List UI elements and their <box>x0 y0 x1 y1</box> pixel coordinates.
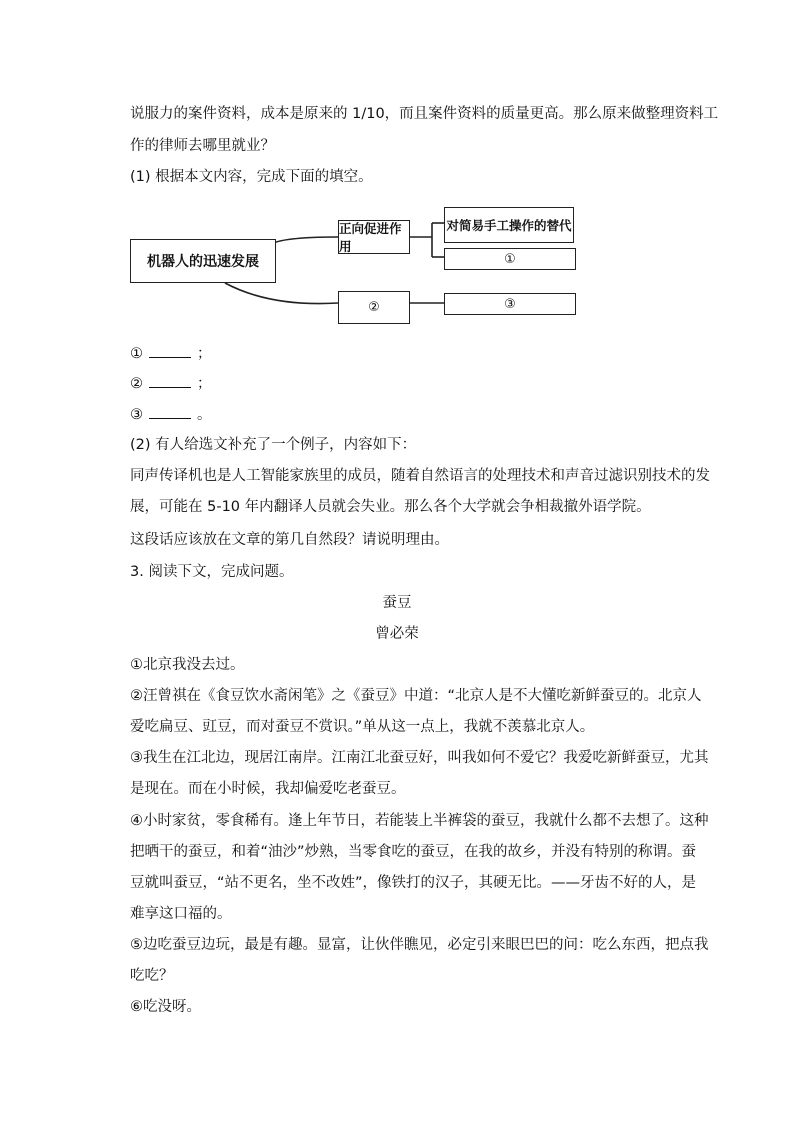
text-line: 作的律师去哪里就业？ <box>130 138 275 154</box>
question-2: (2) 有人给选文补充了一个例子，内容如下： <box>130 437 417 453</box>
text-line: 这段话应该放在文章的第几自然段？请说明理由。 <box>130 532 449 548</box>
paragraph-6: ⑥吃没呀。 <box>130 999 201 1015</box>
paragraph-2: ②汪曾祺在《食豆饮水斋闲笔》之《蚕豆》中道：“北京人是不大懂吃新鲜蚕豆的。北京人 <box>130 688 702 704</box>
connector-root-slot2 <box>225 283 338 304</box>
paragraph-5: ⑤边吃蚕豆边玩，最是有趣。显富，让伙伴瞧见，必定引来眼巴巴的问：吃么东西，把点我 <box>130 937 709 953</box>
paragraph-2-cont: 爱吃扁豆、豇豆，而对蚕豆不赏识。”单从这一点上，我就不羡慕北京人。 <box>130 719 595 735</box>
paragraph-5-cont: 吃吃？ <box>130 968 174 984</box>
text-line: 展，可能在 5-10 年内翻译人员就会失业。那么各个大学就会争相裁撤外语学院。 <box>130 499 651 515</box>
blank-line[interactable] <box>149 404 191 419</box>
blank-label: ① <box>130 346 143 362</box>
positive-effect-node: 正向促进作用 <box>338 220 410 254</box>
paragraph-3: ③我生在江北边，现居江南岸。江南江北蚕豆好，叫我如何不爱它？我爱吃新鲜蚕豆，尤其 <box>130 750 709 766</box>
fill-blank-3 <box>130 404 212 425</box>
blank-end: ； <box>197 346 212 362</box>
question-1: (1) 根据本文内容，完成下面的填空。 <box>130 169 373 185</box>
blank-slot-2: ② <box>338 291 410 324</box>
section-3-heading: 3. 阅读下文，完成问题。 <box>130 564 294 580</box>
root-node: 机器人的迅速发展 <box>130 239 276 283</box>
blank-label: ③ <box>130 407 143 423</box>
text-line: 同声传译机也是人工智能家族里的成员，随着自然语言的处理技术和声音过滤识别技术的发 <box>130 468 710 484</box>
blank-line[interactable] <box>149 343 191 358</box>
text-line: 说服力的案件资料，成本是原来的 1/10，而且案件资料的质量更高。那么原来做整理资料工 <box>130 106 719 122</box>
paragraph-4-cont: 把晒干的蚕豆，和着“油沙”炒熟，当零食吃的蚕豆，在我的故乡，并没有特别的称谓。蚕 <box>130 844 697 860</box>
paragraph-3-cont: 是现在。而在小时候，我却偏爱吃老蚕豆。 <box>130 781 406 797</box>
blank-label: ② <box>130 376 143 392</box>
paragraph-4: ④小时家贫，零食稀有。逢上年节日，若能装上半裤袋的蚕豆，我就什么都不去想了。这种 <box>130 813 709 829</box>
connector-root-positive <box>270 237 338 245</box>
blank-end: 。 <box>197 407 212 423</box>
paragraph-4-cont: 豆就叫蚕豆，“站不更名，坐不改姓”，像铁打的汉子，其硬无比。——牙齿不好的人，是 <box>130 875 697 891</box>
blank-end: ； <box>197 376 212 392</box>
fill-blank-1 <box>130 343 212 364</box>
blank-slot-3: ③ <box>444 293 576 315</box>
article-title: 蚕豆 <box>382 595 412 611</box>
mind-map-diagram <box>130 205 580 330</box>
blank-slot-1: ① <box>444 248 576 270</box>
fill-blank-2 <box>130 373 212 394</box>
article-author: 曾必荣 <box>375 626 419 642</box>
paragraph-4-cont: 难享这口福的。 <box>130 906 232 922</box>
blank-line[interactable] <box>149 373 191 388</box>
replace-node: 对简易手工操作的替代 <box>444 207 574 243</box>
paragraph-1: ①北京我没去过。 <box>130 657 245 673</box>
